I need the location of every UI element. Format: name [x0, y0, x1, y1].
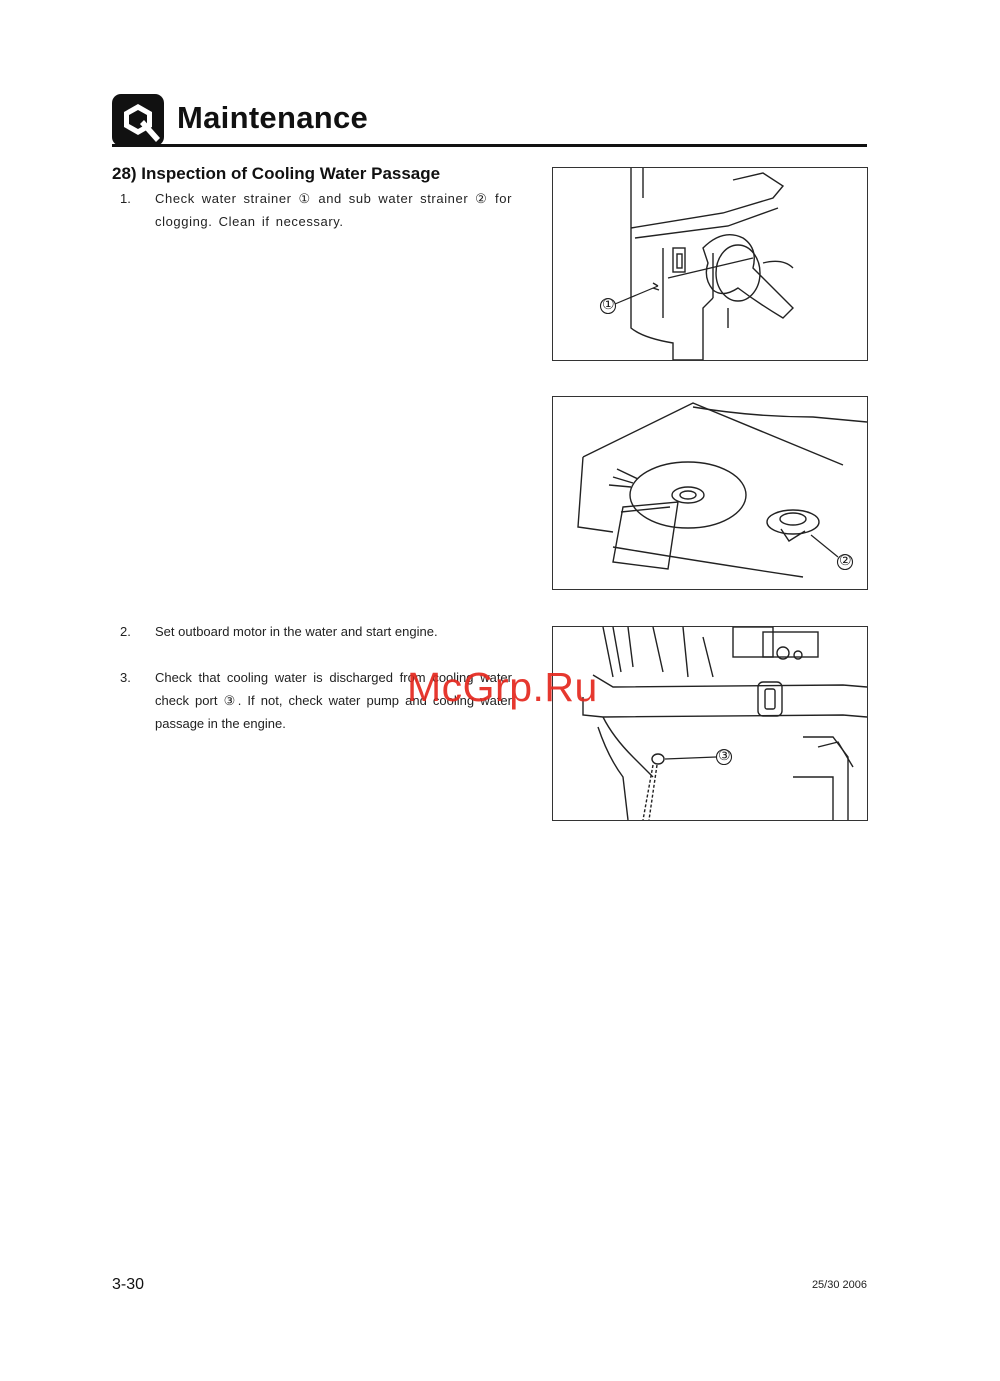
model-year: 25/30 2006	[811, 1279, 867, 1291]
step-text: Set outboard motor in the water and start engine.	[155, 624, 438, 639]
watermark: McGrp.Ru	[407, 664, 598, 710]
figure-sub-water-strainer	[552, 396, 868, 590]
page-header	[112, 94, 867, 148]
page-title: Maintenance	[177, 100, 369, 135]
callout-2: ②	[839, 553, 852, 569]
step-number: 2.	[120, 624, 131, 639]
step-1	[120, 187, 512, 233]
step-text: Check that cooling water is discharged from cooling water check port ③. If not, check water pump and cooling water passage in the engine.	[155, 670, 512, 731]
callout-1: ①	[602, 297, 615, 313]
step-text: Check water strainer ① and sub water strainer ② for clogging. Clean if necessary.	[155, 191, 512, 229]
section-title: 28) Inspection of Cooling Water Passage	[112, 164, 441, 183]
callout-3: ③	[718, 748, 731, 764]
step-2	[120, 620, 512, 643]
page-number: 3-30	[112, 1276, 145, 1293]
figure-water-strainer	[552, 167, 868, 361]
wrench-hexnut-icon	[112, 94, 164, 146]
figure-cooling-water-check-port	[552, 626, 868, 821]
step-number: 3.	[120, 670, 131, 685]
header-rule	[112, 144, 867, 147]
step-number: 1.	[120, 191, 131, 206]
